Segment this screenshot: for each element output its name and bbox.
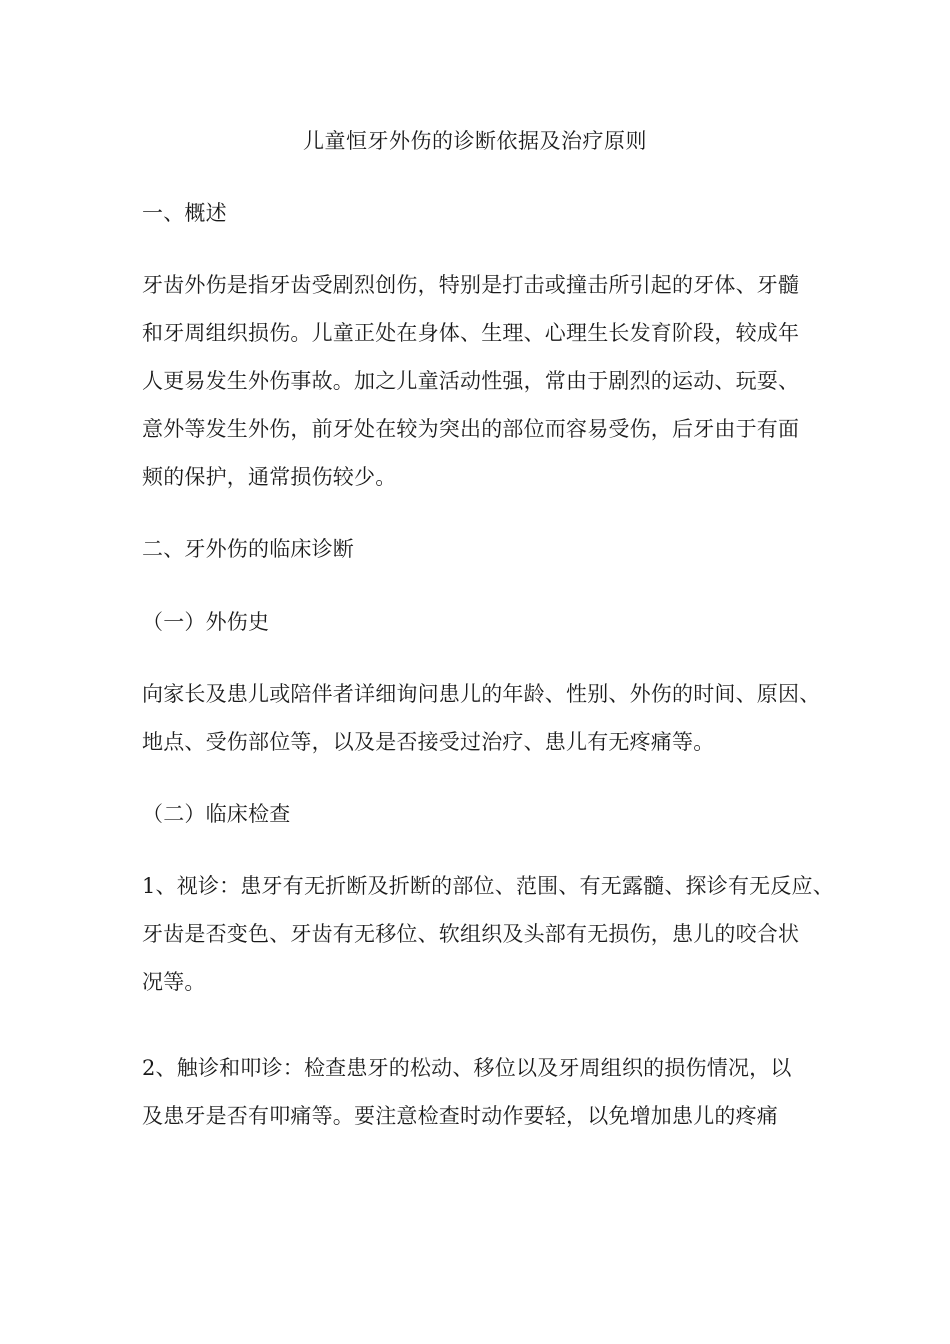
paragraph-line: 2、触诊和叩诊：检查患牙的松动、移位以及牙周组织的损伤情况，以: [142, 1056, 792, 1080]
section-heading-clinical-diagnosis: 二、牙外伤的临床诊断: [142, 537, 354, 561]
document-title: 儿童恒牙外伤的诊断依据及治疗原则: [303, 129, 647, 153]
paragraph-line: 牙齿是否变色、牙齿有无移位、软组织及头部有无损伤，患儿的咬合状: [142, 922, 800, 946]
paragraph-line: 意外等发生外伤，前牙处在较为突出的部位而容易受伤，后牙由于有面: [142, 417, 800, 441]
paragraph-line: 地点、受伤部位等，以及是否接受过治疗、患儿有无疼痛等。: [142, 730, 715, 754]
paragraph-line: 颊的保护，通常损伤较少。: [142, 465, 397, 489]
paragraph-line: 1、视诊：患牙有无折断及折断的部位、范围、有无露髓、探诊有无反应、: [142, 874, 834, 898]
section-heading-overview: 一、概述: [142, 201, 227, 225]
paragraph-line: 牙齿外伤是指牙齿受剧烈创伤，特别是打击或撞击所引起的牙体、牙髓: [142, 273, 800, 297]
subsection-heading-trauma-history: （一）外伤史: [142, 610, 270, 634]
paragraph-line: 况等。: [142, 970, 206, 994]
paragraph-line: 和牙周组织损伤。儿童正处在身体、生理、心理生长发育阶段，较成年: [142, 321, 800, 345]
paragraph-line: 向家长及患儿或陪伴者详细询问患儿的年龄、性别、外伤的时间、原因、: [142, 682, 821, 706]
paragraph-line: 人更易发生外伤事故。加之儿童活动性强，常由于剧烈的运动、玩耍、: [142, 369, 800, 393]
paragraph-line: 及患牙是否有叩痛等。要注意检查时动作要轻，以免增加患儿的疼痛: [142, 1104, 778, 1128]
subsection-heading-clinical-exam: （二）临床检查: [142, 802, 291, 826]
